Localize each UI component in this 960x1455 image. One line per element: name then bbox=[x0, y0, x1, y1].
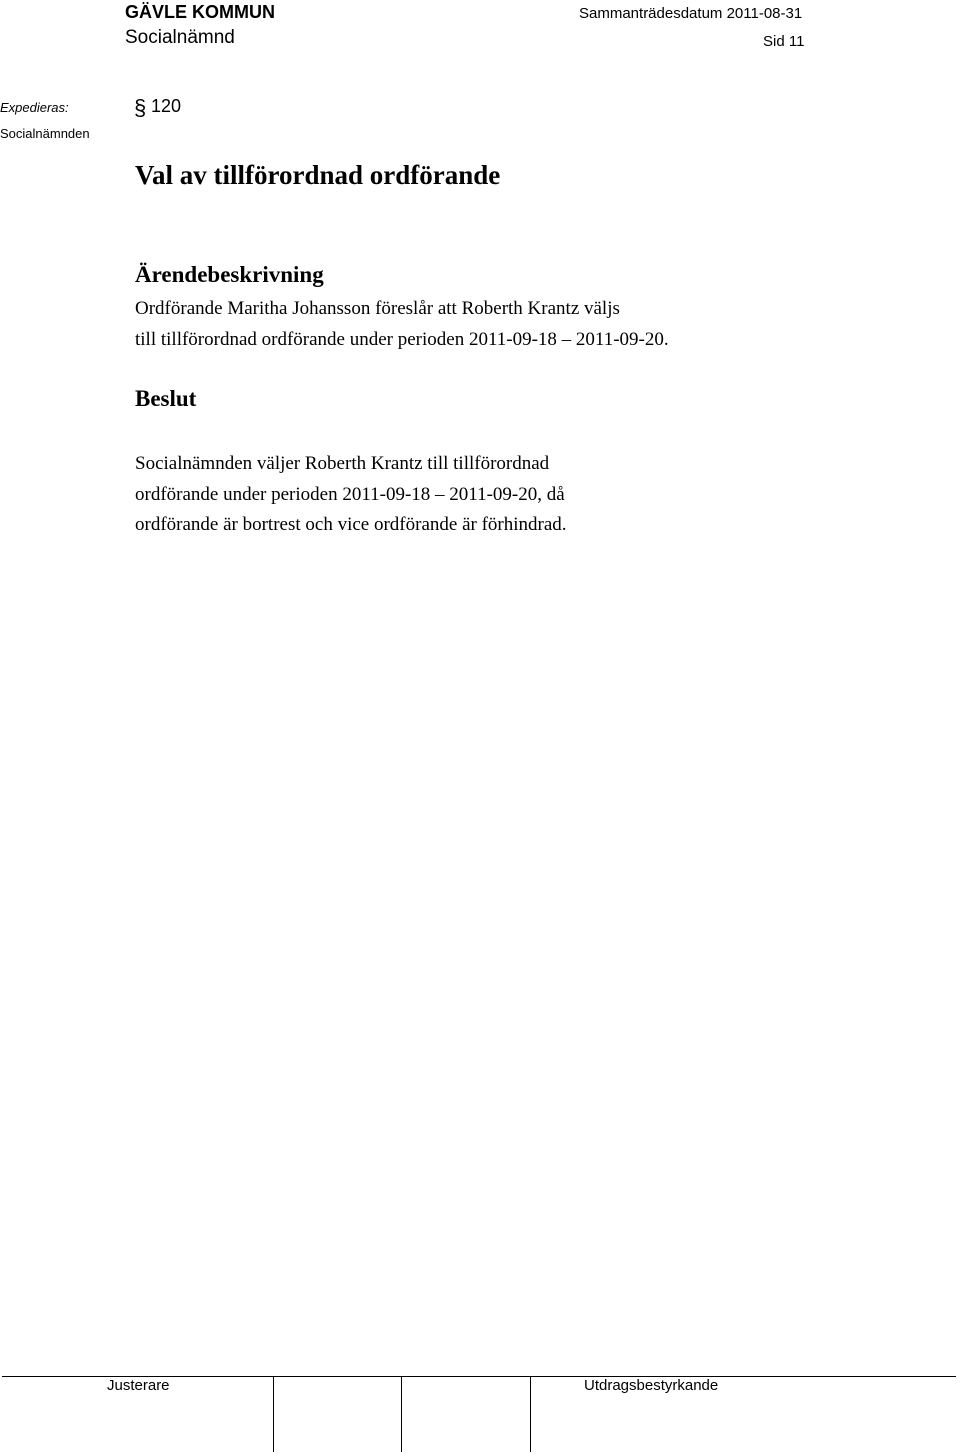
case-description-heading: Ärendebeskrivning bbox=[135, 262, 324, 287]
section-number: 120 bbox=[151, 96, 182, 116]
decision-heading: Beslut bbox=[135, 386, 197, 411]
footer-column-divider bbox=[401, 1376, 402, 1452]
utdragsbestyrkande-label: Utdragsbestyrkande bbox=[584, 1377, 719, 1394]
decision-text bbox=[135, 449, 835, 541]
expedieras-label: Expedieras: bbox=[0, 100, 69, 115]
page-number: Sid 11 bbox=[763, 33, 805, 50]
page-title: Val av tillförordnad ordförande bbox=[135, 160, 501, 190]
organization-name: GÄVLE KOMMUN bbox=[125, 2, 275, 22]
case-description-line: Ordförande Maritha Johansson föreslår att Roberth Krantz väljs bbox=[135, 298, 620, 319]
footer-column-divider bbox=[530, 1376, 531, 1452]
department-name: Socialnämnd bbox=[125, 27, 235, 48]
meeting-date: Sammanträdesdatum 2011-08-31 bbox=[579, 5, 803, 22]
expedieras-value: Socialnämnden bbox=[0, 126, 90, 141]
justerare-label: Justerare bbox=[107, 1377, 170, 1394]
decision-line: ordförande är bortrest och vice ordförande är förhindrad. bbox=[135, 514, 567, 535]
decision-line: Socialnämnden väljer Roberth Krantz till tillförordnad bbox=[135, 453, 550, 474]
case-description-line: till tillförordnad ordförande under perioden 2011-09-18 – 2011-09-20. bbox=[135, 328, 669, 350]
decision-line: ordförande under perioden 2011-09-18 – 2011-09-20, då bbox=[135, 483, 565, 505]
case-description-text bbox=[135, 294, 835, 355]
footer-column-divider bbox=[273, 1376, 274, 1452]
section-symbol: § bbox=[134, 95, 147, 120]
